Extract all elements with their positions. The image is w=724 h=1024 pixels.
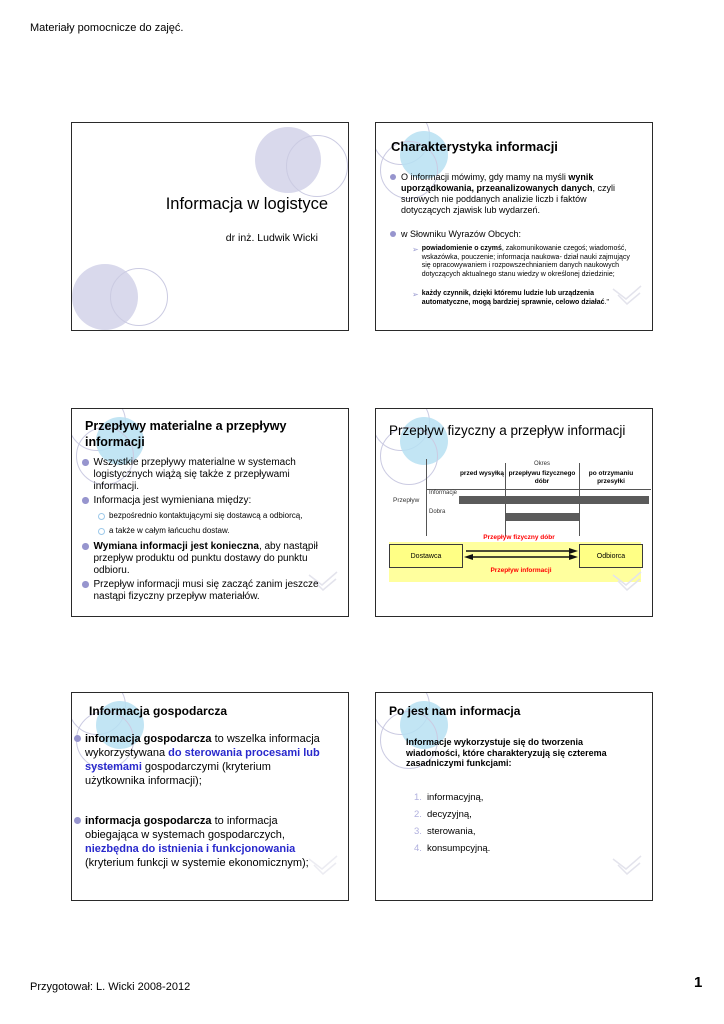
list-item — [414, 843, 490, 854]
bullet-text: Wymiana informacji jest konieczna, aby nastąpił przepływ produktu od punktu dostawy do punktu odbioru. — [93, 541, 318, 576]
slide-title: Przepływy materialne a przepływy informacji — [85, 419, 287, 449]
list-text: informacyjną, — [426, 792, 484, 803]
sub-bullet-text: powiadomienie o czymś, zakomunikowanie czegoś; wiadomość, wskazówka, pouczenie; informacja naukowa- dział nauki zajmujący się opracowywaniem i rozpowszechnianiem danych naukowych dotyczących aktualnego stanu wiedzy w określonej dziedzinie; — [421, 245, 630, 279]
slide-4-przeplyw-fizyczny — [375, 408, 653, 617]
slide-intro-text: Informacje wykorzystuje się do tworzenia wiadomości, które charakteryzują się czterema zasadniczymi funkcjami: — [406, 737, 607, 768]
bullet-icon — [82, 543, 89, 550]
slide-title: Po jest nam informacja — [389, 704, 521, 718]
bullet-text: Wszystkie przepływy materialne w systemach logistycznych wiążą się także z przepływami informacji. — [93, 457, 296, 492]
slide-title: Charakterystyka informacji — [391, 139, 558, 154]
axis-label-przeplyw: Przepływ — [393, 497, 420, 504]
list-text: decyzyjną, — [426, 809, 472, 820]
sub-bullet-text: każdy czynnik, dzięki któremu ludzie lub urządzenia automatyczne, mogą bardziej sprawnie, celowo działać." — [421, 290, 609, 306]
page-footer: Przygotował: L. Wicki 2008-2012 — [30, 981, 191, 993]
slide-2-charakterystyka — [375, 122, 653, 331]
watermark-chevron-icon — [612, 853, 642, 875]
list-number: 2. — [414, 809, 422, 820]
bullet-icon — [82, 459, 89, 466]
sub-bullet-text: a także w całym łańcuchu dostaw. — [109, 526, 230, 535]
flow-arrows-icon — [463, 548, 579, 561]
label-przeplyw-fizyczny-dobr: Przepływ fizyczny dóbr — [483, 534, 555, 541]
slide-1-title-slide — [71, 122, 349, 331]
timeline-okres-label: Okres — [533, 461, 550, 467]
sub-bullet-text: bezpośrednio kontaktującymi się dostawcą a odbiorcą, — [109, 511, 303, 520]
deco-circle-outline-top-right — [286, 135, 348, 197]
row-label-informacje: Informacje — [429, 490, 458, 496]
list-text: konsumpcyjną. — [426, 843, 491, 854]
bullet-icon — [390, 231, 396, 237]
list-number: 3. — [414, 826, 422, 837]
bullet-text: Przepływ informacji musi się zacząć zanim jeszcze nastąpi fizyczny przepływ materiałów. — [93, 579, 319, 602]
bar-informacje — [459, 496, 649, 504]
deck-author: dr inż. Ludwik Wicki — [225, 232, 318, 244]
bullet-text: informacja gospodarcza to wszelka informacja wykorzystywana do sterowania procesami lub systemami gospodarczymi (kryterium użytkownika informacji); — [85, 733, 320, 787]
bullet-icon — [82, 497, 89, 504]
list-number: 1. — [414, 792, 422, 803]
bullet-icon — [74, 817, 81, 824]
slide-3-przeplywy-materialne — [71, 408, 349, 617]
bullet-icon — [390, 174, 396, 180]
box-dostawca: Dostawca — [389, 544, 463, 568]
slide-5-informacja-gospodarcza — [71, 692, 349, 901]
deck-title: Informacja w logistyce — [165, 195, 328, 213]
list-item — [414, 826, 476, 837]
timeline-axis-line — [426, 459, 427, 536]
label-przeplyw-informacji: Przepływ informacji — [490, 567, 552, 574]
page-number: 1 — [694, 974, 703, 991]
bullet-text: O informacji mówimy, gdy mamy na myśli wynik uporządkowania, przeanalizowanych danych, czyli surowych nie poddanych analizie liczb i faktów dotyczących zjawisk lub wydarzeń. — [401, 172, 616, 215]
sub-bullet-circle-icon — [98, 528, 105, 535]
list-item — [414, 792, 483, 803]
column-header-po-otrzymaniu: po otrzymaniu przesyłki — [588, 470, 634, 485]
row-label-dobra: Dobra — [429, 509, 446, 515]
page-header: Materiały pomocnicze do zajęć. — [30, 22, 184, 34]
timeline-header-line — [426, 489, 651, 490]
column-header-przed-wysylka: przed wysyłką — [459, 470, 505, 477]
sub-bullet-arrow-icon: ➢ — [412, 290, 419, 299]
list-text: sterowania, — [426, 826, 476, 837]
bullet-text: Informacja jest wymieniana między: — [93, 495, 252, 506]
sub-bullet-circle-icon — [98, 513, 105, 520]
bullet-text: informacja gospodarcza to informacja obiegająca w systemach gospodarczych, niezbędna do istnienia i funkcjonowania (kryterium funkcji w systemie ekonomicznym); — [85, 815, 309, 869]
slide-title: Przepływ fizyczny a przepływ informacji — [389, 423, 626, 438]
watermark-chevron-icon — [612, 569, 642, 591]
bar-dobra — [506, 513, 579, 521]
slide-title: Informacja gospodarcza — [89, 704, 228, 718]
list-item — [414, 809, 472, 820]
list-number: 4. — [414, 843, 422, 854]
box-odbiorca: Odbiorca — [579, 544, 643, 568]
bullet-icon — [74, 735, 81, 742]
bullet-icon — [82, 581, 89, 588]
column-header-przeplyw-dobr: przepływu fizycznego dóbr — [508, 470, 576, 485]
bullet-text: w Słowniku Wyrazów Obcych: — [401, 229, 521, 239]
slide-6-po-jest-nam-informacja — [375, 692, 653, 901]
deco-circle-outline-bottom-left — [110, 268, 168, 326]
sub-bullet-arrow-icon: ➢ — [412, 245, 419, 254]
